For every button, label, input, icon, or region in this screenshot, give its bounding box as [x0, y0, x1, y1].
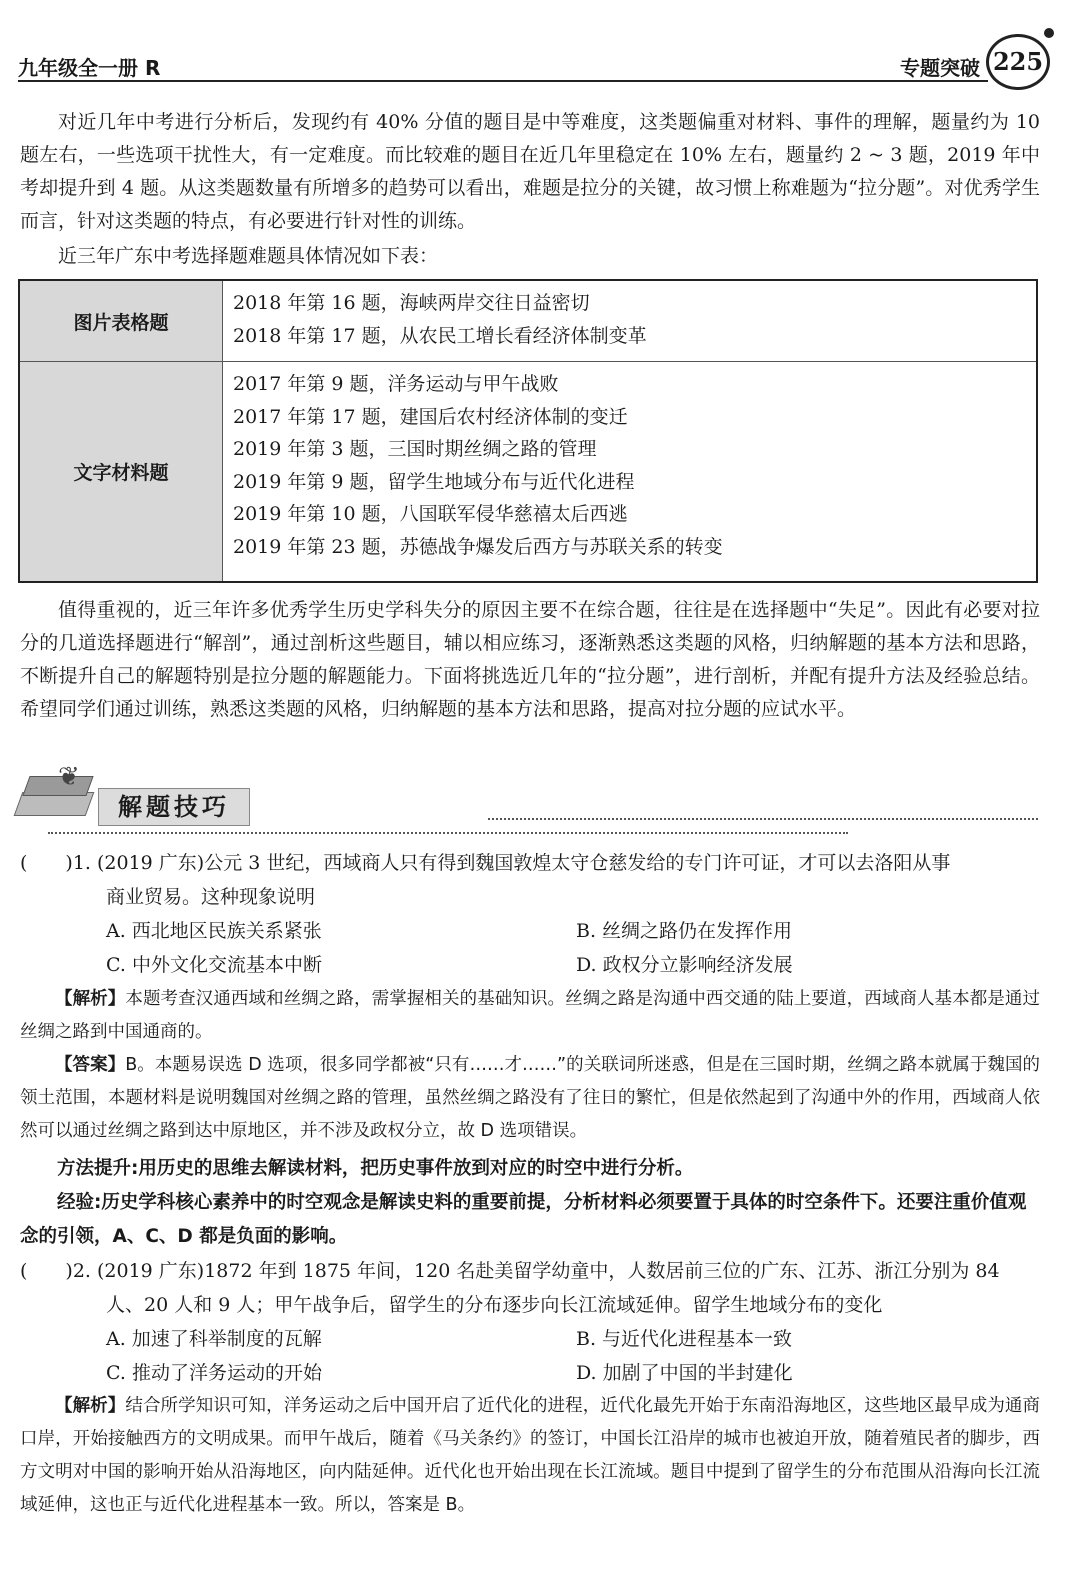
table-item: 2019 年第 23 题，苏德战争爆发后西方与苏联关系的转变 — [233, 535, 723, 558]
option-a[interactable]: A. 西北地区民族关系紧张 — [106, 920, 322, 942]
table-item: 2018 年第 16 题，海峡两岸交往日益密切 — [233, 292, 590, 314]
question-text: 1. (2019 广东)公元 3 世纪，西域商人只有得到魏国敦煌太守仓慈发给的专门许可证，才可以去洛阳从事 — [72, 852, 951, 874]
table-item: 2019 年第 3 题，三国时期丝绸之路的管理 — [233, 438, 597, 460]
after-table-paragraph: 值得重视的，近三年许多优秀学生历史学科失分的原因主要不在综合题，往往是在选择题中“失足”。因此有必要对拉分的几道选择题进行“解剖”，通过剖析这些题目，辅以相应练习，逐渐熟悉这类题的风格，归纳解题的基本方法和思路，不断提升自己的解题特别是拉分题的解题能力。下面将挑选近几年的“拉分题”，进行剖析，并配有提升方法及经验总结。希望同学们通过训练，熟悉这类题的风格，归纳解题的基本方法和思路，提高对拉分题的应试水平。 — [20, 599, 1040, 720]
answer-block — [20, 1049, 1040, 1148]
analysis-text: 结合所学知识可知，洋务运动之后中国开启了近代化的进程，近代化最先开始于东南沿海地区，这些地区最早成为通商口岸，开始接触西方的文明成果。而甲午战后，随着《马关条约》的签订，中国长江沿岸的城市也被迫开放，随着殖民者的脚步，西方文明对中国的影响开始从沿海地区，向内陆延伸。近代化也开始出现在长江流域。题目中提到了留学生的分布范围从沿海向长江流域延伸，这也正与近代化进程基本一致。所以，答案是 B。 — [20, 1396, 1041, 1515]
table-item: 2017 年第 17 题，建国后农村经济体制的变迁 — [233, 405, 628, 428]
question-2-stem — [20, 1254, 1040, 1288]
option-b[interactable]: B. 丝绸之路仍在发挥作用 — [576, 920, 793, 942]
header-rule — [18, 80, 988, 82]
analysis-block — [20, 1390, 1040, 1522]
question-text: 商业贸易。这种现象说明 — [106, 886, 316, 908]
table-category: 图片表格题 — [20, 281, 223, 361]
intro-paragraph-1: 对近几年中考进行分析后，发现约有 40% 分值的题目是中等难度，这类题偏重对材料、事件的理解，题量约为 10 题左右，一些选项干扰性大，有一定难度。而比较难的题目在近几年里稳定在 10% 左右，题量约 2 ~ 3 题，2019 年中考却提升到 4 题。从这类题数量有所增多的趋势可以看出，难题是拉分的关键，故习惯上称难题为“拉分题”。对优秀学生而言，针对这类题的特点，有必要进行针对性的训练。 — [20, 111, 1040, 232]
option-a[interactable]: A. 加速了科举制度的瓦解 — [106, 1328, 322, 1350]
analysis-text: 本题考查汉通西域和丝绸之路，需掌握相关的基础知识。丝绸之路是沟通中西交通的陆上要道，西域商人基本都是通过丝绸之路到中国通商的。 — [20, 989, 1041, 1042]
page-number-dot — [1044, 28, 1054, 38]
analysis-tag: 【解析】 — [55, 1396, 126, 1416]
option-d[interactable]: D. 政权分立影响经济发展 — [576, 954, 793, 976]
table-item: 2018 年第 17 题，从农民工增长看经济体制变革 — [233, 324, 647, 347]
intro-paragraph-2: 近三年广东中考选择题难题具体情况如下表： — [58, 245, 439, 267]
answer-blank[interactable]: ( ) — [20, 1260, 73, 1282]
section-title: 解题技巧 — [98, 788, 250, 826]
dotted-divider — [488, 818, 1038, 820]
analysis-block — [20, 983, 1040, 1049]
option-b[interactable]: B. 与近代化进程基本一致 — [576, 1328, 793, 1350]
difficult-questions-table — [18, 279, 1038, 583]
maple-leaf-icon: ❦ — [58, 762, 80, 792]
answer-blank[interactable]: ( ) — [20, 852, 73, 874]
book-title: 九年级全一册 R — [18, 56, 161, 80]
experience-tip: 经验:历史学科核心素养中的时空观念是解读史料的重要前提，分析材料必须要置于具体的时空条件下。还要注重价值观念的引领，A、C、D 都是负面的影响。 — [20, 1192, 1027, 1247]
table-item: 2017 年第 9 题，洋务运动与甲午战败 — [233, 373, 559, 395]
dotted-divider — [48, 832, 848, 834]
question-1-stem — [20, 846, 1040, 880]
answer-tag: 【答案】 — [55, 1055, 126, 1075]
answer-text: B。本题易误选 D 选项，很多同学都被“只有……才……”的关联词所迷惑，但是在三国时期，丝绸之路本就属于魏国的领土范围，本题材料是说明魏国对丝绸之路的管理，虽然丝绸之路没有了往日的繁忙，但是依然起到了沟通中外的作用，西域商人依然可以通过丝绸之路到达中原地区，并不涉及政权分立，故 D 选项错误。 — [20, 1055, 1041, 1141]
option-d[interactable]: D. 加剧了中国的半封建化 — [576, 1362, 793, 1384]
table-row — [20, 362, 1036, 581]
table-items — [233, 368, 723, 563]
question-text: 2. (2019 广东)1872 年到 1875 年间，120 名赴美留学幼童中，人数居前三位的广东、江苏、浙江分别为 84 — [72, 1260, 1000, 1282]
option-c[interactable]: C. 推动了洋务运动的开始 — [106, 1362, 322, 1384]
page-number: 225 — [986, 34, 1050, 90]
section-banner — [18, 762, 1038, 834]
table-category: 文字材料题 — [20, 362, 223, 581]
page-header — [18, 42, 1060, 84]
question-text: 人、20 人和 9 人；甲午战争后，留学生的分布逐步向长江流域延伸。留学生地域分布的变化 — [106, 1294, 883, 1316]
table-row — [20, 281, 1036, 362]
method-tip: 方法提升:用历史的思维去解读材料，把历史事件放到对应的时空中进行分析。 — [57, 1158, 694, 1179]
table-item: 2019 年第 9 题，留学生地域分布与近代化进程 — [233, 470, 635, 493]
table-item: 2019 年第 10 题，八国联军侵华慈禧太后西逃 — [233, 503, 628, 525]
analysis-tag: 【解析】 — [55, 989, 126, 1009]
section-name: 专题突破 — [900, 56, 980, 80]
option-c[interactable]: C. 中外文化交流基本中断 — [106, 954, 322, 976]
table-items — [233, 287, 647, 352]
